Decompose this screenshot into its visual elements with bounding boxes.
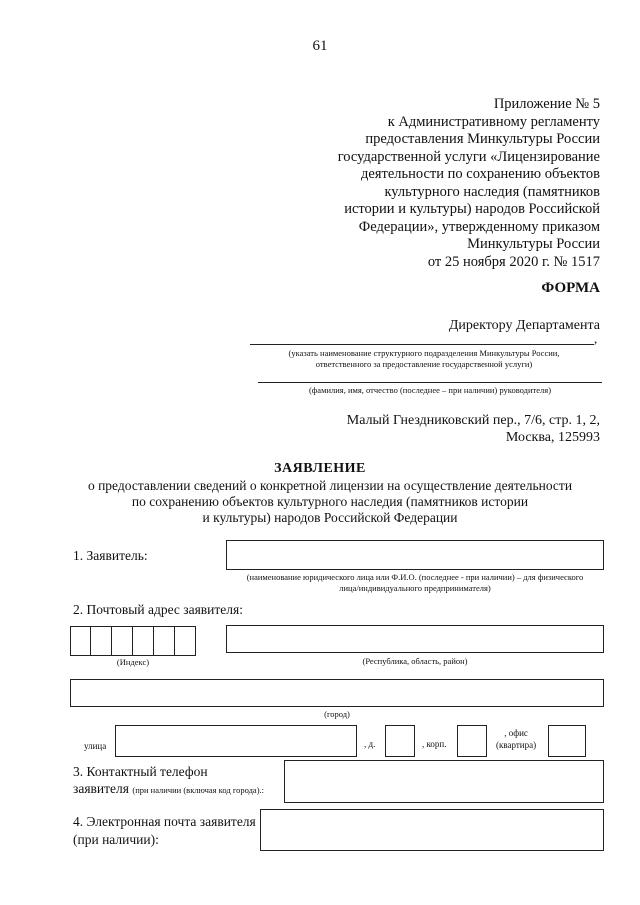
email-field[interactable] — [260, 809, 604, 851]
index-digit-cell[interactable] — [154, 626, 175, 656]
region-note: (Республика, область, район) — [362, 656, 468, 666]
comma: , — [594, 331, 598, 346]
phone-label-line: заявителя — [73, 781, 129, 796]
department-note-line: ответственного за предоставление государственной услуги) — [315, 359, 533, 369]
index-digit-cell[interactable] — [112, 626, 133, 656]
appendix-line: от 25 ноября 2020 г. № 1517 — [427, 253, 600, 270]
subtitle-line: и культуры) народов Российской Федерации — [202, 510, 458, 525]
subtitle-line: о предоставлении сведений о конкретной лицензии на осуществление деятельности — [87, 478, 573, 493]
applicant-field[interactable] — [226, 540, 604, 570]
head-name-line[interactable] — [258, 382, 602, 383]
email-label-line: 4. Электронная почта заявителя — [73, 814, 256, 829]
building-field[interactable] — [457, 725, 487, 757]
postal-index-field[interactable] — [70, 626, 196, 656]
phone-label — [73, 763, 264, 799]
office-field[interactable] — [548, 725, 586, 757]
phone-field[interactable] — [284, 760, 604, 803]
office-label-line: (квартира) — [496, 740, 537, 750]
house-label: , д. — [364, 739, 376, 749]
index-digit-cell[interactable] — [175, 626, 196, 656]
head-name-note: (фамилия, имя, отчество (последнее – при наличии) руководителя) — [308, 385, 552, 395]
appendix-line: Минкультуры России — [467, 236, 600, 252]
department-line[interactable] — [250, 344, 594, 345]
index-digit-cell[interactable] — [133, 626, 154, 656]
appendix-line: Федерации», утвержденному приказом — [358, 218, 600, 235]
page-number: 61 — [312, 38, 328, 54]
appendix-line: государственной услуги «Лицензирование — [337, 148, 600, 165]
index-note: (Индекс) — [116, 657, 150, 667]
street-label: улица — [84, 741, 107, 751]
address-line: Малый Гнездниковский пер., 7/6, стр. 1, 2, — [346, 413, 600, 428]
statement-subtitle — [60, 478, 600, 526]
applicant-note-line: лица/индивидуального предпринимателя) — [339, 583, 491, 593]
postal-address-label: 2. Почтовый адрес заявителя: — [73, 602, 243, 617]
office-label-line: , офис — [504, 728, 528, 738]
office-label — [496, 727, 536, 751]
appendix-line: предоставления Минкультуры России — [365, 131, 600, 147]
appendix-line: к Административному регламенту — [387, 113, 600, 130]
building-label: , корп. — [422, 739, 447, 749]
region-field[interactable] — [226, 625, 604, 653]
appendix-line: Приложение № 5 — [493, 96, 600, 112]
house-field[interactable] — [385, 725, 415, 757]
department-note — [252, 348, 596, 370]
applicant-label: 1. Заявитель: — [73, 548, 148, 563]
form-label: ФОРМА — [541, 280, 600, 296]
department-address — [347, 412, 600, 446]
appendix-line: деятельности по сохранению объектов — [361, 166, 600, 182]
statement-title: ЗАЯВЛЕНИЕ — [274, 461, 366, 476]
appendix-line: истории и культуры) народов Российской — [344, 201, 600, 217]
city-field[interactable] — [70, 679, 604, 707]
applicant-note — [226, 572, 604, 594]
applicant-note-line: (наименование юридического лица или Ф.И.О. (последнее - при наличии) – для физического — [246, 572, 584, 582]
index-digit-cell[interactable] — [70, 626, 91, 656]
email-label-line: (при наличии): — [73, 832, 159, 847]
subtitle-line: по сохранению объектов культурного наследия (памятников истории — [131, 494, 529, 509]
email-label — [73, 813, 256, 849]
street-field[interactable] — [115, 725, 357, 757]
director-label: Директору Департамента — [448, 318, 600, 333]
department-note-line: (указать наименование структурного подразделения Минкультуры России, — [288, 348, 560, 358]
city-note: (город) — [324, 709, 350, 719]
appendix-header — [338, 96, 600, 271]
index-digit-cell[interactable] — [91, 626, 112, 656]
phone-note: (при наличии (включая код города).: — [132, 785, 265, 795]
appendix-line: культурного наследия (памятников — [384, 183, 600, 200]
address-line: Москва, 125993 — [505, 430, 600, 445]
phone-label-line: 3. Контактный телефон — [73, 764, 208, 779]
